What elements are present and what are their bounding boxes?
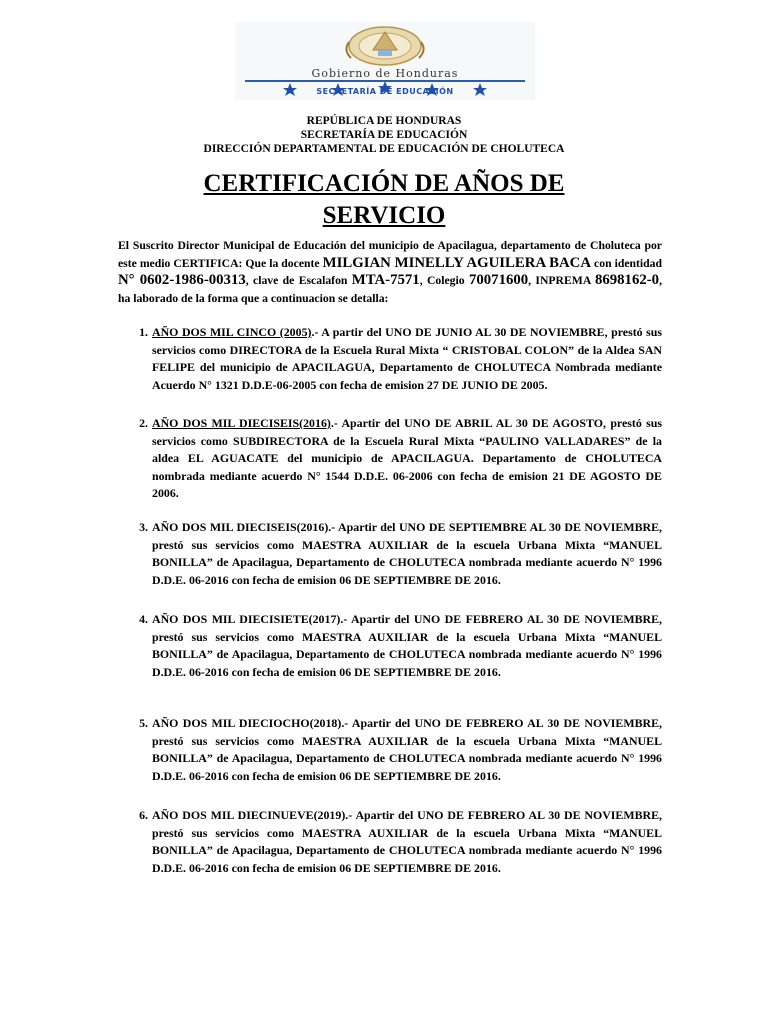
list-item-year: AÑO DOS MIL DIECISEIS(2016) <box>152 520 329 534</box>
logo-text-bottom: SECRETARÍA DE EDUCACIÓN <box>316 87 454 96</box>
list-item-number: 3. <box>139 520 148 534</box>
list-item <box>139 415 663 503</box>
list-item <box>139 807 662 877</box>
logo-text-top: Gobierno de Honduras <box>311 67 459 80</box>
list-item-number: 5. <box>139 716 148 730</box>
list-item-year: AÑO DOS MIL DIECISIETE(2017) <box>152 612 341 626</box>
document-header <box>0 114 768 156</box>
list-item-year: AÑO DOS MIL CINCO (2005) <box>152 325 312 339</box>
intro-text-5: , INPREMA <box>528 274 595 288</box>
list-item <box>139 611 662 681</box>
colegio-number: 70071600 <box>468 272 529 289</box>
list-item-year: AÑO DOS MIL DIECISEIS(2016) <box>152 416 331 430</box>
list-item-text: .- Apartir del UNO DE FEBRERO AL 30 DE NOVIEMBRE, prestó sus servicios como MAESTRA AUXILIAR de la escuela Urbana Mixta “MANUEL BONILLA” de Apacilagua, Departamento de CHOLUTECA nombrada mediante acuerdo N° 1996 D.D.E. 06-2016 con fecha de emision 06 DE SEPTIEMBRE DE 2016. <box>152 612 662 679</box>
list-item-year: AÑO DOS MIL DIECIOCHO(2018) <box>152 716 342 730</box>
intro-text-2: con identidad <box>591 256 663 270</box>
teacher-name: MILGIAN MINELLY AGUILERA BACA <box>322 254 592 271</box>
list-item <box>139 324 662 394</box>
inprema-number: 8698162-0 <box>594 272 660 289</box>
list-item-text: .- Apartir del UNO DE SEPTIEMBRE AL 30 DE NOVIEMBRE, prestó sus servicios como MAESTRA AUXILIAR de la escuela Urbana Mixta “MANUEL BONILLA” de Apacilagua, Departamento de CHOLUTECA nombrada mediante acuerdo N° 1996 D.D.E. 06-2016 con fecha de emision 06 DE SEPTIEMBRE DE 2016. <box>152 520 663 587</box>
title-line-2: SERVICIO <box>322 202 446 229</box>
list-item-text: .- Apartir del UNO DE FEBRERO AL 30 DE NOVIEMBRE, prestó sus servicios como MAESTRA AUXILIAR de la escuela Urbana Mixta “MANUEL BONILLA” de Apacilagua, Departamento de CHOLUTECA nombrada mediante acuerdo N° 1996 D.D.E. 06-2016 con fecha de emision 06 DE SEPTIEMBRE DE 2016. <box>152 808 662 875</box>
coat-of-arms-icon <box>346 27 423 65</box>
list-item-number: 4. <box>139 612 148 626</box>
intro-text-6: , ha laborado de la forma que a continuacion se detalla: <box>118 274 662 305</box>
header-department: DIRECCIÓN DEPARTAMENTAL DE EDUCACIÓN DE CHOLUTECA <box>203 143 565 155</box>
list-item-number: 1. <box>139 325 148 339</box>
list-item-text: .- A partir del UNO DE JUNIO AL 30 DE NOVIEMBRE, prestó sus servicios como DIRECTORA de la Escuela Rural Mixta “ CRISTOBAL COLON” de la Aldea SAN FELIPE del municipio de APACILAGUA, Departamento de CHOLUTECA Nombrada mediante Acuerdo N° 1321 D.D.E-06-2005 con fecha de emision 27 DE JUNIO DE 2005. <box>152 325 662 392</box>
intro-text-3: , clave de Escalafon <box>245 274 352 288</box>
intro-text-4: , Colegio <box>419 274 469 288</box>
intro-paragraph <box>118 237 662 307</box>
list-item-text: .- Apartir del UNO DE ABRIL AL 30 DE AGOSTO, prestó sus servicios como SUBDIRECTORA de la Escuela Rural Mixta “PAULINO VALLADARES” de la aldea EL AGUACATE del municipio de APACILAGUA. Departamento de CHOLUTECA nombrada mediante acuerdo N° 1544 D.D.E. 06-2006 con fecha de emision 21 DE AGOSTO DE 2006. <box>152 416 663 500</box>
list-item-year: AÑO DOS MIL DIECINUEVE(2019) <box>152 808 346 822</box>
intro-text-1: El Suscrito Director Municipal de Educación del municipio de Apacilagua, departamento de Choluteca por este medio CERTIFICA: Que la docente <box>118 239 662 270</box>
id-number: N° 0602-1986-00313 <box>118 272 246 289</box>
title-line-1: CERTIFICACIÓN DE AÑOS DE <box>203 170 565 197</box>
list-item-number: 6. <box>139 808 148 822</box>
list-item-text: .- Apartir del UNO DE FEBRERO AL 30 DE NOVIEMBRE, prestó sus servicios como MAESTRA AUXILIAR de la escuela Urbana Mixta “MANUEL BONILLA” de Apacilagua, Departamento de CHOLUTECA nombrada mediante acuerdo N° 1996 D.D.E. 06-2016 con fecha de emision 06 DE SEPTIEMBRE DE 2016. <box>152 716 662 783</box>
escalafon-code: MTA-7571 <box>351 272 420 289</box>
header-secretariat: SECRETARÍA DE EDUCACIÓN <box>300 129 468 141</box>
ministry-logo <box>235 22 535 100</box>
document-title <box>90 168 678 232</box>
list-item <box>139 519 663 589</box>
list-item-number: 2. <box>139 416 148 430</box>
list-item <box>139 715 662 785</box>
header-republic: REPÚBLICA DE HONDURAS <box>306 115 462 127</box>
